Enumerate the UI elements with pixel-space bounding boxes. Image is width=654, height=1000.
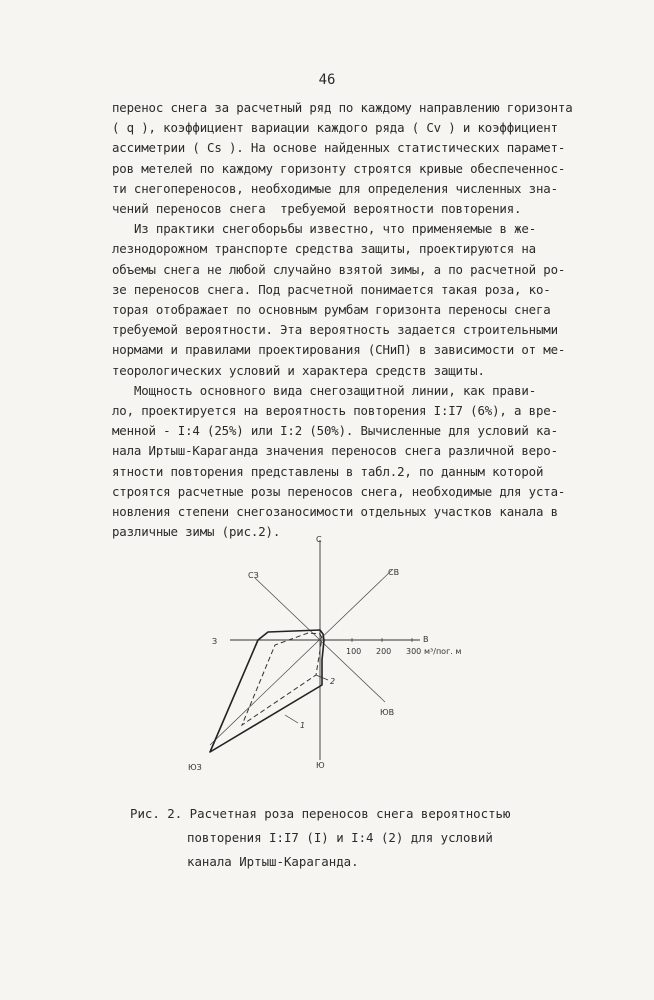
body-text xyxy=(112,98,592,542)
caption-line-2: повторения I:I7 (I) и I:4 (2) для условий xyxy=(187,830,493,845)
page-number: 46 xyxy=(318,72,336,88)
text-line: объемы снега не любой случайно взятой зимы, а по расчетной ро- xyxy=(112,261,566,277)
text-line: ров метелей по каждому горизонту строятся кривые обеспеченнос- xyxy=(112,160,566,176)
direction-label-ne: СВ xyxy=(388,568,400,577)
text-line: ти снегопереносов, необходимые для определения численных зна- xyxy=(112,180,558,196)
direction-label-e: В xyxy=(423,635,429,644)
paragraph-2 xyxy=(112,219,592,381)
curve-label-1: 1 xyxy=(300,721,306,730)
snow-rose-figure xyxy=(180,530,500,780)
text-line: ассиметрии ( Cs ). На основе найденных статистических парамет- xyxy=(112,140,566,156)
direction-label-s: Ю xyxy=(316,761,325,770)
caption-line-1: Рис. 2. Расчетная роза переносов снега вероятностью xyxy=(130,806,511,821)
scale-tick-label: 300 xyxy=(406,647,422,656)
direction-label-se: ЮВ xyxy=(380,708,395,717)
snow-rose-diagram xyxy=(180,530,500,780)
text-line: теорологических условий и характера средств защиты. xyxy=(112,362,485,378)
text-line: торая отображает по основным румбам горизонта переносы снега xyxy=(112,302,551,318)
scale-units-label: м³/пог. м xyxy=(424,647,462,656)
text-line: зе переносов снега. Под расчетной понимается такая роза, ко- xyxy=(112,281,551,297)
text-line: менной - I:4 (25%) или I:2 (50%). Вычисленные для условий ка- xyxy=(112,423,558,439)
text-line: Мощность основного вида снегозащитной линии, как прави- xyxy=(134,382,537,398)
direction-label-w: З xyxy=(212,637,218,646)
text-line: перенос снега за расчетный ряд по каждому направлению горизонта xyxy=(112,100,573,115)
text-line: нала Иртыш-Караганда значения переносов снега различной веро- xyxy=(112,443,558,459)
rose-curve-1 xyxy=(210,630,324,752)
rose-curve-2 xyxy=(242,633,322,725)
direction-label-n: С xyxy=(316,535,322,544)
scale-tick-label: 100 xyxy=(346,647,362,656)
text-line: требуемой вероятности. Эта вероятность задается строительными xyxy=(112,322,558,338)
text-line: новления степени снегозаносимости отдельных участков канала в xyxy=(112,504,558,520)
text-line: ( q ), коэффициент вариации каждого ряда ( Cv ) и коэффициент xyxy=(112,120,558,136)
text-line: строятся расчетные розы переносов снега, необходимые для уста- xyxy=(112,483,566,499)
text-line: нормами и правилами проектирования (СНиП) в зависимости от ме- xyxy=(112,342,566,358)
axis-ne-sw xyxy=(210,570,395,745)
scale-tick-label: 200 xyxy=(376,647,392,656)
text-line: различные зимы (рис.2). xyxy=(112,524,281,540)
curve-label-2: 2 xyxy=(330,677,336,686)
curve-1-leader xyxy=(285,715,298,723)
paragraph-1 xyxy=(112,98,592,219)
paragraph-3 xyxy=(112,381,592,543)
text-line: чений переносов снега требуемой вероятности повторения. xyxy=(112,201,522,217)
direction-label-nw: СЗ xyxy=(248,571,259,580)
text-line: Из практики снегоборьбы известно, что применяемые в же- xyxy=(134,221,537,237)
caption-line-3: канала Иртыш-Караганда. xyxy=(187,854,359,869)
text-line: ятности повторения представлены в табл.2, по данным которой xyxy=(112,463,544,479)
figure-caption xyxy=(130,802,590,874)
direction-label-sw: ЮЗ xyxy=(188,763,202,772)
text-line: ло, проектируется на вероятность повторения I:I7 (6%), а вре- xyxy=(112,403,558,419)
text-line: лезнодорожном транспорте средства защиты, проектируются на xyxy=(112,241,536,257)
